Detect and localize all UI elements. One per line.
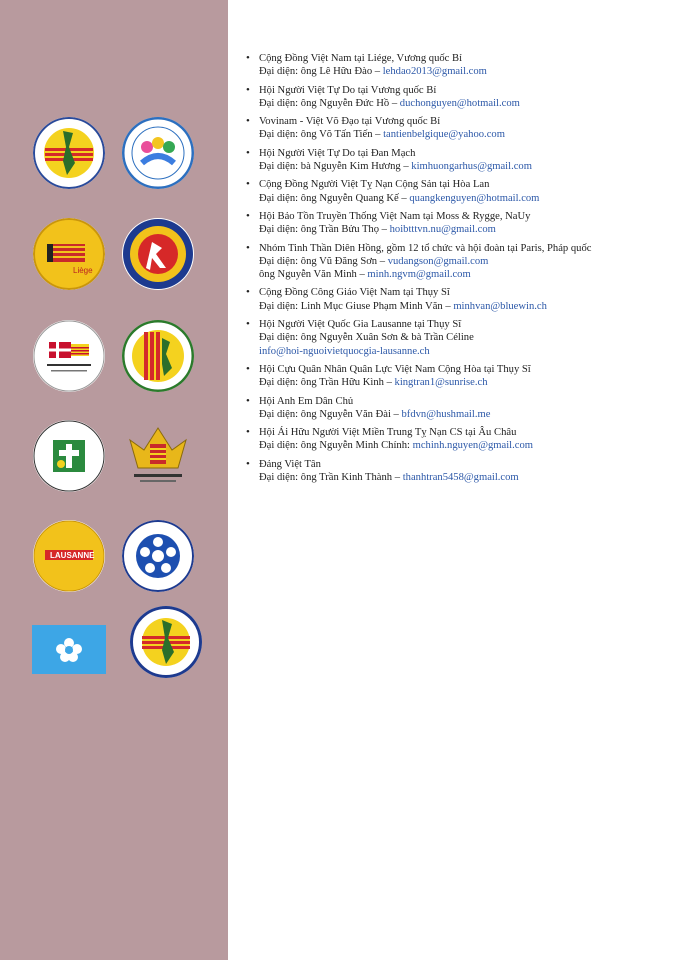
organization-name: • Hội Người Việt Tự Do tại Đan Mạch [259, 147, 416, 159]
organization-entry [243, 178, 663, 205]
representative-text: Đại diện: ông Võ Tấn Tiến – [259, 129, 384, 141]
organization-name: • Hội Người Việt Quốc Gia Lausanne tại Thụy Sĩ [259, 319, 462, 331]
organization-name: • Vovinam - Việt Võ Đạo tại Vương quốc Bỉ [259, 116, 441, 128]
logo-cuu-quan-nhan [122, 420, 194, 492]
organization-entry [243, 458, 663, 485]
organization-name: • Cộng Đồng Công Giáo Việt Nam tại Thụy Sĩ [259, 287, 450, 299]
logo-sidebar [0, 0, 228, 960]
representative-line [259, 65, 663, 78]
email-link[interactable]: minh.ngvm@gmail.com [367, 269, 471, 281]
logo-trung-tam-muc-vu [33, 420, 105, 492]
representative-text: Đại diện: ông Trần Kinh Thành – [259, 472, 403, 484]
representative-line [259, 376, 663, 389]
representative-line [259, 439, 663, 452]
svg-text:LAUSANNE: LAUSANNE [50, 551, 95, 560]
organization-entry [243, 115, 663, 142]
email-link[interactable]: vudangson@gmail.com [387, 255, 489, 267]
email-link[interactable]: kingtran1@sunrise.ch [394, 377, 488, 389]
representative-text: ông Nguyễn Văn Minh – [259, 269, 368, 281]
logo-lausanne [33, 520, 105, 592]
representative-text: Đại diện: ông Trần Hữu Kình – [259, 377, 395, 389]
organization-name: • Hội Người Việt Tự Do tại Vương quốc Bỉ [259, 84, 437, 96]
representative-text: Đại diện: ông Nguyễn Quang Kế – [259, 192, 410, 204]
organization-name: • Hội Ái Hữu Người Việt Miền Trung Tỵ Nạn CS tại Âu Châu [259, 427, 517, 439]
representative-line [259, 471, 663, 484]
email-link[interactable]: info@hoi-nguoivietquocgia-lausanne.ch [259, 345, 430, 357]
representative-text: Đại diện: ông Nguyễn Xuân Sơn & bà Trần Céline [259, 332, 474, 344]
email-link[interactable]: duchonguyen@hotmail.com [399, 97, 520, 109]
representative-line [259, 223, 663, 236]
representative-text: Đại diện: ông Trần Bửu Thọ – [259, 224, 390, 236]
email-link[interactable]: mchinh.nguyen@gmail.com [412, 440, 533, 452]
logo-vovinam [122, 218, 194, 290]
logo-blue-flag [32, 625, 106, 674]
email-link[interactable]: quangkenguyen@hotmail.com [409, 192, 540, 204]
organization-name: • Hội Bảo Tồn Truyền Thống Việt Nam tại Moss & Rygge, NaUy [259, 210, 531, 222]
representative-line [259, 345, 663, 358]
email-link[interactable]: hoibtttvn.nu@gmail.com [389, 224, 496, 236]
organization-name: • Cộng Đồng Việt Nam tại Liége, Vương quốc Bỉ [259, 53, 463, 64]
organization-entry [243, 52, 663, 79]
logo-anh-em-dan-chu [122, 520, 194, 592]
organization-name: • Hội Cựu Quân Nhân Quân Lực Việt Nam Cộng Hòa tại Thụy Sĩ [259, 363, 531, 375]
organization-entry [243, 395, 663, 422]
email-link[interactable]: thanhtran5458@gmail.com [402, 472, 519, 484]
representative-line [259, 300, 663, 313]
organization-name: • Đảng Việt Tân [259, 458, 321, 470]
organization-name: • Hội Anh Em Dân Chủ [259, 395, 354, 407]
organization-name: • Cộng Đồng Người Việt Tỵ Nạn Cộng Sản tại Hòa Lan [259, 179, 490, 191]
organization-entry [243, 426, 663, 453]
representative-line [259, 268, 663, 281]
organization-list [243, 52, 663, 489]
logo-cong-dong-nguoi-viet [33, 117, 105, 189]
representative-text: Đại diện: ông Vũ Đăng Sơn – [259, 255, 388, 267]
organization-entry [243, 363, 663, 390]
representative-line [259, 408, 663, 421]
representative-text: Đại diện: ông Nguyễn Minh Chính: [259, 440, 413, 452]
representative-text: Đại diện: Linh Mục Giuse Phạm Minh Văn – [259, 300, 454, 312]
email-link[interactable]: minhvan@bluewin.ch [453, 300, 547, 312]
logo-civil-rights-movement [122, 117, 194, 189]
representative-line [259, 331, 663, 344]
representative-line [259, 160, 663, 173]
svg-text:Liège: Liège [73, 266, 93, 275]
representative-text: Đại diện: ông Nguyễn Văn Đài – [259, 408, 402, 420]
logo-ai-huu [130, 606, 202, 678]
email-link[interactable]: bfdvn@hushmail.me [401, 408, 491, 420]
organization-entry [243, 242, 663, 282]
logo-danmark [33, 320, 105, 392]
logo-liege [33, 218, 105, 290]
email-link[interactable]: lehdao2013@gmail.com [382, 66, 487, 78]
representative-line [259, 97, 663, 110]
representative-text: Đại diện: ông Lê Hữu Đào – [259, 66, 383, 78]
representative-text: Đại diện: bà Nguyễn Kim Hương – [259, 161, 412, 173]
organization-entry [243, 210, 663, 237]
representative-line [259, 128, 663, 141]
organization-entry [243, 318, 663, 358]
representative-line [259, 255, 663, 268]
email-link[interactable]: kimhuongarhus@gmail.com [411, 161, 532, 173]
organization-entry [243, 147, 663, 174]
organization-entry [243, 84, 663, 111]
email-link[interactable]: tantienbelgique@yahoo.com [383, 129, 505, 141]
logo-nguoi-viet-tu-do [122, 320, 194, 392]
organization-name: • Nhóm Tinh Thần Diên Hồng, gồm 12 tổ chức và hội đoàn tại Paris, Pháp quốc [259, 242, 592, 254]
representative-text: Đại diện: ông Nguyễn Đức Hồ – [259, 97, 400, 109]
organization-entry [243, 286, 663, 313]
representative-line [259, 192, 663, 205]
